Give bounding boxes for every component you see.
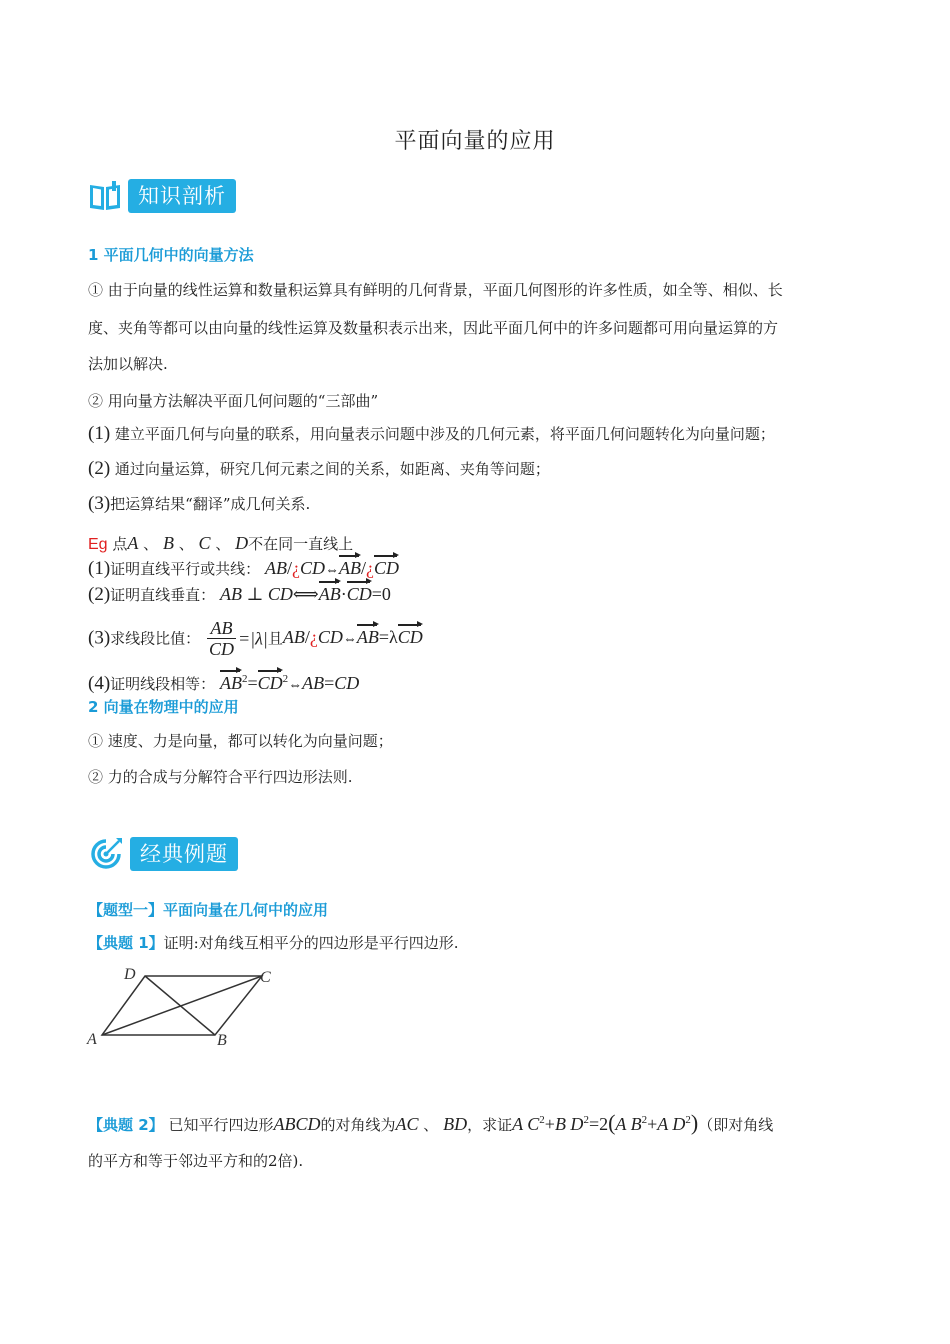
section-banner-label: 经典例题 — [130, 837, 238, 871]
physics-item: ② 力的合成与分解符合平行四边形法则. — [88, 768, 353, 786]
item-number: (4) — [88, 673, 111, 694]
equals: = — [378, 627, 390, 647]
square: 2 — [282, 673, 289, 685]
seg-cd: CD — [267, 584, 293, 604]
vertex-label-b: B — [217, 1032, 227, 1049]
eg-tag: Eg — [88, 536, 108, 553]
point-c: C — [198, 533, 211, 553]
dot-symbol: · — [340, 584, 347, 604]
inv-mark: ¿ — [291, 558, 300, 578]
item-number: (3) — [88, 627, 111, 649]
item-number: (1) — [88, 558, 111, 579]
eg-item-parallel — [88, 558, 399, 581]
vector-cd: CD — [397, 627, 423, 647]
term-ac: A C — [512, 1114, 540, 1134]
physics-item: ① 速度、力是向量，都可以转化为向量问题； — [88, 732, 393, 750]
paragraph-line: 度、夹角等都可以由向量的线性运算及数量积表示出来，因此平面几何中的许多问题都可用向量运算的方 — [88, 319, 779, 337]
example-tag: 【典题 1】 — [88, 934, 164, 952]
point-a: A — [127, 533, 139, 553]
equals: = — [324, 673, 335, 693]
section-heading-1: 1 平面几何中的向量方法 — [88, 246, 254, 264]
term-ab: A B — [615, 1114, 642, 1134]
seg-ab: AB — [282, 627, 305, 647]
seg-cd: CD — [299, 558, 325, 578]
eg-intro-text: 点 — [112, 535, 128, 553]
target-icon — [88, 836, 124, 872]
step-item — [88, 424, 775, 444]
step-item — [88, 494, 310, 514]
diag-bd: BD — [443, 1114, 468, 1134]
example-text: 证明:对角线互相平分的四边形是平行四边形. — [163, 934, 459, 952]
iff-symbol: ⇔ — [324, 563, 339, 578]
vector-cd: CD — [257, 673, 283, 693]
vector-cd: CD — [374, 558, 400, 578]
vector-ab: AB — [356, 627, 379, 647]
section-banner-label: 知识剖析 — [128, 179, 236, 213]
lambda: λ — [389, 627, 398, 647]
seg-ab: AB — [302, 673, 325, 693]
and-text: 且 — [267, 629, 283, 648]
fraction-denominator: CD — [208, 639, 234, 659]
fraction-numerator: AB — [207, 618, 236, 639]
step-item — [88, 459, 550, 479]
slash: / — [360, 558, 366, 578]
parallelogram-figure — [84, 962, 284, 1050]
square: 2 — [539, 1114, 545, 1126]
point-b: B — [162, 533, 174, 553]
abs-lambda: =|λ| — [237, 628, 268, 649]
seg-ab: AB — [219, 584, 242, 604]
step-number: (3) — [88, 493, 111, 514]
example-text: 的对角线为 — [320, 1116, 396, 1134]
book-icon — [88, 179, 122, 213]
vertex-label-c: C — [260, 969, 271, 986]
vector-ab: AB — [338, 558, 361, 578]
seg-ab: AB — [264, 558, 287, 578]
equals-two: =2 — [588, 1114, 609, 1134]
separator: 、 — [215, 535, 231, 553]
equals: = — [247, 673, 258, 693]
iff-symbol: ⇔ — [288, 678, 303, 693]
square: 2 — [583, 1114, 589, 1126]
diag-ac: AC — [395, 1114, 419, 1134]
example-1 — [88, 933, 459, 953]
vector-cd: CD — [346, 584, 372, 604]
right-paren: ) — [690, 1110, 699, 1135]
item-number: (2) — [88, 584, 111, 605]
example-text: （即对角线 — [698, 1116, 774, 1134]
page-title: 平面向量的应用 — [394, 129, 556, 154]
equals-zero: =0 — [371, 584, 391, 604]
separator: 、 — [143, 535, 159, 553]
example-2-line2: 的平方和等于邻边平方和的2倍). — [88, 1152, 304, 1170]
slash: / — [304, 627, 310, 647]
item-label: 证明直线平行或共线： — [110, 560, 261, 578]
step-number: (1) — [88, 423, 111, 444]
example-tag: 【典题 2】 — [88, 1116, 164, 1134]
step-text: 建立平面几何与向量的联系，用向量表示问题中涉及的几何元素，将平面几何问题转化为向量问题； — [110, 425, 775, 443]
seg-cd: CD — [317, 627, 343, 647]
plus: + — [544, 1114, 555, 1134]
example-2 — [88, 1110, 868, 1135]
item-label: 证明线段相等： — [110, 675, 216, 693]
paragraph-three-steps: ② 用向量方法解决平面几何问题的“三部曲” — [88, 392, 379, 410]
example-text: ，求证 — [467, 1116, 513, 1134]
inv-mark: ¿ — [366, 558, 374, 578]
eg-tail-text: 不在同一直线上 — [248, 535, 354, 553]
vertex-label-d: D — [124, 966, 136, 983]
step-text: 通过向量运算，研究几何元素之间的关系，如距离、夹角等问题； — [110, 460, 550, 478]
quad-abcd: ABCD — [273, 1114, 321, 1134]
section-heading-2: 2 向量在物理中的应用 — [88, 698, 239, 716]
vector-ab: AB — [318, 584, 341, 604]
seg-cd: CD — [334, 673, 360, 693]
iff-symbol: ⟺ — [292, 584, 319, 604]
left-paren: ( — [608, 1110, 616, 1135]
question-type-heading: 【题型一】平面向量在几何中的应用 — [88, 901, 329, 919]
step-number: (2) — [88, 458, 111, 479]
vector-ab: AB — [219, 673, 242, 693]
section-banner-knowledge — [88, 178, 236, 214]
fraction-ab-cd — [207, 618, 236, 659]
perp-symbol: ⊥ — [246, 584, 264, 604]
example-intro — [88, 533, 353, 555]
eg-item-perpendicular — [88, 584, 391, 605]
term-bd: B D — [554, 1114, 584, 1134]
term-ad: A D — [657, 1114, 686, 1134]
square: 2 — [685, 1114, 691, 1126]
example-text: 已知平行四边形 — [168, 1116, 274, 1134]
vertex-label-a: A — [87, 1031, 97, 1048]
paragraph-line: 法加以解决. — [88, 355, 168, 373]
square: 2 — [641, 1114, 648, 1126]
plus: + — [647, 1114, 658, 1134]
item-label: 求线段比值： — [110, 629, 201, 648]
separator: 、 — [178, 535, 194, 553]
square: 2 — [241, 673, 248, 685]
eg-item-equal-length — [88, 669, 359, 696]
point-d: D — [235, 533, 249, 553]
step-text: 把运算结果“翻译”成几何关系. — [110, 495, 311, 513]
item-label: 证明直线垂直： — [110, 586, 216, 604]
section-banner-examples — [88, 836, 238, 872]
slash: / — [286, 558, 292, 578]
eg-item-ratio — [88, 618, 423, 659]
paragraph-line: ① 由于向量的线性运算和数量积运算具有鲜明的几何背景，平面几何图形的许多性质，如全等、相似、长 — [88, 281, 783, 299]
separator: 、 — [423, 1116, 439, 1134]
iff-symbol: ⇔ — [342, 632, 357, 647]
inv-mark: ¿ — [309, 627, 318, 647]
